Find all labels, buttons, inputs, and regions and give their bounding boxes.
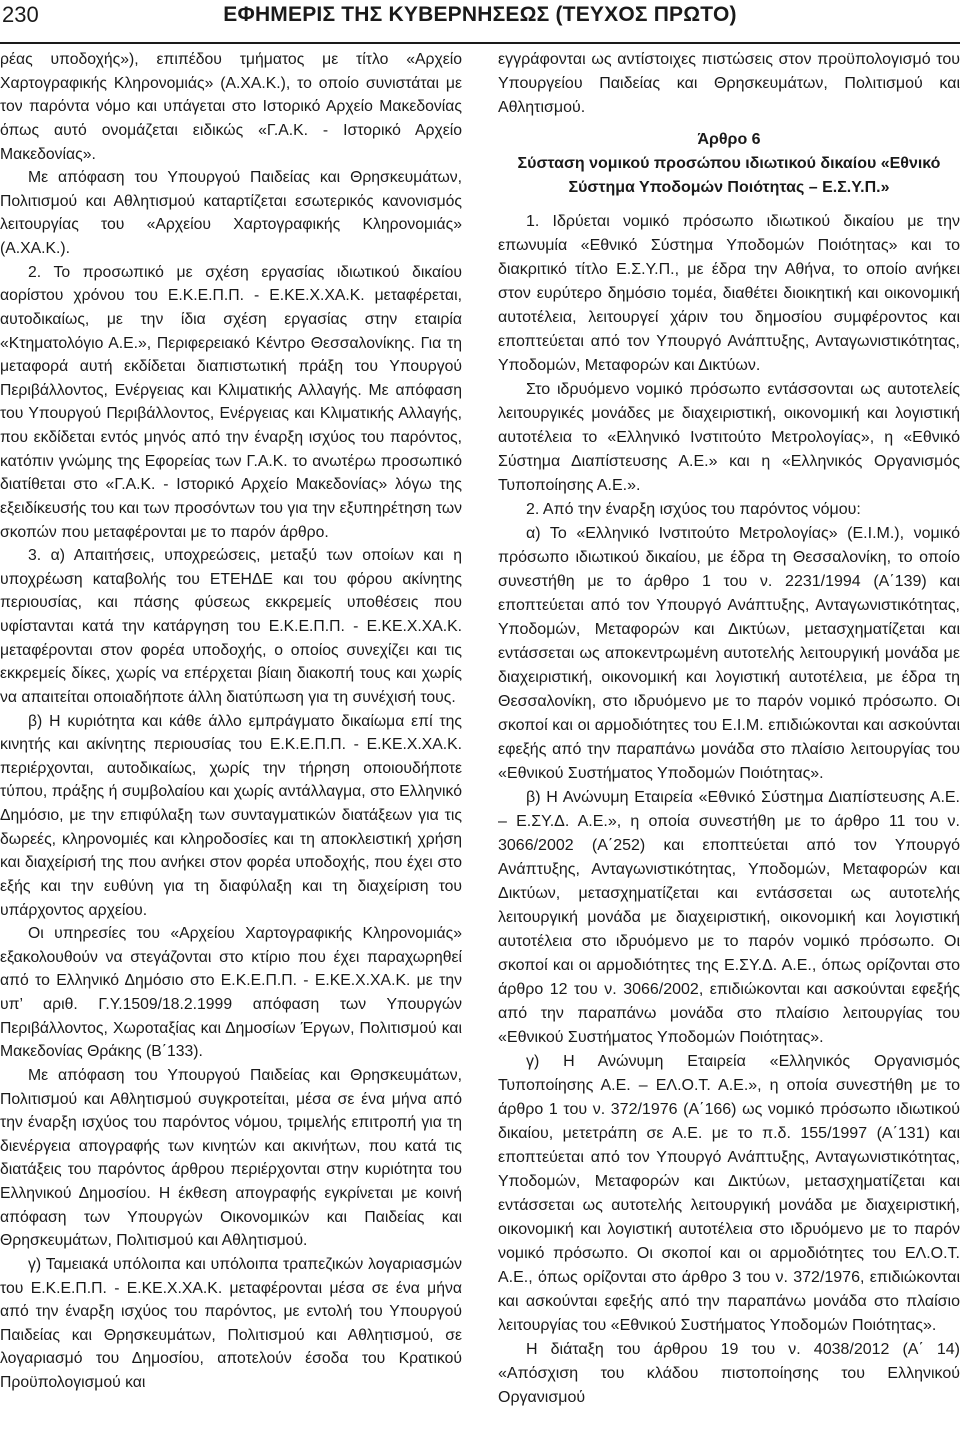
- paragraph: Στο ιδρυόμενο νομικό πρόσωπο εντάσσονται ως αυτοτελείς λειτουργικές μονάδες με διαχειριστική, οικονομική και λογιστική αυτοτέλεια το «Ελληνικό Ινστιτούτο Μετρολογίας», η «Εθνικό Σύστημα Διαπίστευσης Α.Ε.» και η «Ελληνικός Οργανισμός Τυποποίησης Α.Ε.».: [498, 381, 960, 494]
- paragraph: β) Η κυριότητα και κάθε άλλο εμπράγματο δικαίωμα επί της κινητής και ακίνητης περιουσίας του Ε.Κ.Ε.Π.Π. - Ε.ΚΕ.Χ.ΧΑ.Κ. περιέρχονται, αυτοδικαίως, χωρίς την τήρηση οποιουδήποτε τύπου, πράξης ή συμβολαίου και χωρίς αντάλλαγμα, στο Ελληνικό Δημόσιο, με την επιφύλαξη των συνταγματικών διατάξεων για τις δωρεές, κληρονομιές και κληροδοσίες και τη αποκλειστική χρήση και διαχείρισή της που ανήκει στον φορέα υποδοχής, που έχει στο εξής και την ευθύνη για τη διαφύλαξη και τη διαχείριση του υπάρχοντος αρχείου.: [0, 712, 462, 919]
- paragraph: γ) Ταμειακά υπόλοιπα και υπόλοιπα τραπεζικών λογαριασμών του Ε.Κ.Ε.Π.Π. - Ε.ΚΕ.Χ.ΧΑ.Κ. μεταφέρονται μέσα σε ένα μήνα από την έναρξη ισχύος του παρόντος, με εντολή του Υπουργού Παιδείας και Θρησκευμάτων, Πολιτισμού και Αθλητισμού, σε λογαριασμό του Δημοσίου, αποτελούν έσοδα του Κρατικού Προϋπολογισμού και: [0, 1255, 462, 1391]
- paragraph: εγγράφονται ως αντίστοιχες πιστώσεις στον προϋπολογισμό του Υπουργείου Παιδείας και Θρησκευμάτων, Πολιτισμού και Αθλητισμού.: [498, 51, 960, 116]
- paragraph: 1. Ιδρύεται νομικό πρόσωπο ιδιωτικού δικαίου με την επωνυμία «Εθνικό Σύστημα Υποδομών Ποιότητας» και το διακριτικό τίτλο Ε.Σ.Υ.Π., με έδρα την Αθήνα, το οποίο ανήκει στον ευρύτερο δημόσιο τομέα, διαθέτει διοικητική και οικονομική αυτοτέλεια, λειτουργεί χάριν του δημοσίου συμφέροντος και εποπτεύεται από τον Υπουργό Ανάπτυξης, Ανταγωνιστικότητας, Υποδομών, Μεταφορών και Δικτύων.: [498, 213, 960, 374]
- paragraph: Με απόφαση του Υπουργού Παιδείας και Θρησκευμάτων, Πολιτισμού και Αθλητισμού συγκροτείται, μέσα σε ένα μήνα από την έναρξη ισχύος του παρόντος νόμου, τριμελής επιτροπή για τη διενέργεια απογραφής των κινητών και ακινήτων, που κατά τις διατάξεις του παρόντος άρθρου περιέρχονται στην κυριότητα του Ελληνικού Δημοσίου. Η έκθεση απογραφής εγκρίνεται με κοινή απόφαση των Υπουργών Οικονομικών και Παιδείας και Θρησκευμάτων, Πολιτισμού και Αθλητισμού.: [0, 1066, 462, 1250]
- page-header: [0, 0, 960, 44]
- paragraph: γ) Η Ανώνυμη Εταιρεία «Ελληνικός Οργανισμός Τυποποίησης Α.Ε. – ΕΛ.Ο.Τ. Α.Ε.», η οποία συνεστήθη με το άρθρο 1 του ν. 372/1976 (Α΄166) ως νομικό πρόσωπο ιδιωτικού δικαίου, μετετράπη σε Α.Ε. με το π.δ. 155/1997 (Α΄131) και εποπτεύεται από τον Υπουργό Ανάπτυξης, Ανταγωνιστικότητας, Υποδομών, Μεταφορών και Δικτύων, μετασχηματίζεται και εντάσσεται ως αυτοτελής λειτουργική μονάδα με διαχειριστική, οικονομική και λογιστική αυτοτέλεια στο ιδρυόμενο με το παρόν νομικό πρόσωπο. Οι σκοποί και οι αρμοδιότητες του ΕΛ.Ο.Τ. Α.Ε., όπως ορίζονται στο άρθρο 3 του ν. 372/1976, επιδιώκονται και ασκούνται εφεξής από την παραπάνω μονάδα στο πλαίσιο λειτουργίας του «Εθνικού Συστήματος Υποδομών Ποιότητας».: [498, 1053, 960, 1334]
- paragraph: 2. Από την έναρξη ισχύος του παρόντος νόμου:: [526, 501, 861, 518]
- paragraph: Οι υπηρεσίες του «Αρχείου Χαρτογραφικής Κληρονομιάς» εξακολουθούν να στεγάζονται στο κτίριο που έχει παραχωρηθεί από το Ελληνικό Δημόσιο στο Ε.Κ.Ε.Π.Π. - Ε.ΚΕ.Χ.ΧΑ.Κ. με την υπ’ αριθ. Γ.Υ.1509/18.2.1999 απόφαση των Υπουργών Περιβάλλοντος, Χωροταξίας και Δημοσίων Έργων, Πολιτισμού και Μακεδονίας Θράκης (Β΄133).: [0, 925, 462, 1061]
- gazette-title: ΕΦΗΜΕΡΙΣ ΤΗΣ ΚΥΒΕΡΝΗΣΕΩΣ (ΤΕΥΧΟΣ ΠΡΩΤΟ): [223, 3, 737, 26]
- paragraph: Η διάταξη του άρθρου 19 του ν. 4038/2012 (Α΄ 14) «Απόσχιση του κλάδου πιστοποίησης του Ελληνικού Οργανισμού: [498, 1341, 960, 1406]
- article-heading: Άρθρο 6: [697, 131, 761, 148]
- right-column: [498, 48, 960, 1410]
- article-title: Σύσταση νομικού προσώπου ιδιωτικού δικαίου «Εθνικό Σύστημα Υποδομών Ποιότητας – Ε.Σ.Υ.Π.»: [517, 155, 941, 196]
- paragraph: Με απόφαση του Υπουργού Παιδείας και Θρησκευμάτων, Πολιτισμού και Αθλητισμού καταρτίζεται εσωτερικός κανονισμός λειτουργίας του «Αρχείου Χαρτογραφικής Κληρονομιάς» (Α.ΧΑ.Κ.).: [0, 169, 462, 257]
- left-column: [0, 48, 462, 1395]
- paragraph: 2. Το προσωπικό με σχέση εργασίας ιδιωτικού δικαίου αορίστου χρόνου του Ε.Κ.Ε.Π.Π. - Ε.ΚΕ.Χ.ΧΑ.Κ. μεταφέρεται, αυτοδικαίως, με την ίδια σχέση εργασίας στην εταιρία «Κτηματολόγιο Α.Ε.», Περιφερειακό Κέντρο Θεσσαλονίκης. Για τη μεταφορά αυτή εκδίδεται διαπιστωτική πράξη του Υπουργού Περιβάλλοντος, Ενέργειας και Κλιματικής Αλλαγής. Με απόφαση του Υπουργού Περιβάλλοντος, Ενέργειας και Κλιματικής Αλλαγής, που εκδίδεται εντός μηνός από την έναρξη ισχύος του παρόντος, κατόπιν γνώμης της Εφορείας των Γ.Α.Κ. το ανωτέρω προσωπικό διατίθεται στο «Γ.Α.Κ. - Ιστορικό Αρχείο Μακεδονίας» λόγω της εξειδίκευσής του και των προσόντων του για την εξυπηρέτηση των σκοπών που μεταφέρονται με το παρόν άρθρο.: [0, 263, 462, 541]
- paragraph: ρέας υποδοχής»), επιπέδου τμήματος με τίτλο «Αρχείο Χαρτογραφικής Κληρονομιάς» (Α.ΧΑ.Κ.), το οποίο συνιστάται με τον παρόντα νόμο και υπάγεται στο Ιστορικό Αρχείο Μακεδονίας όπως αυτό ονομάζεται ειδικώς «Γ.Α.Κ. - Ιστορικό Αρχείο Μακεδονίας».: [0, 51, 462, 163]
- paragraph: 3. α) Απαιτήσεις, υποχρεώσεις, μεταξύ των οποίων και η υποχρέωση καταβολής του ΕΤΕΗΔΕ και του φόρου ακίνητης περιουσίας, και πάσης φύσεως εκκρεμείς υποθέσεις που υφίστανται κατά την κατάργηση του Ε.Κ.Ε.Π.Π. - Ε.ΚΕ.Χ.ΧΑ.Κ. μεταφέρονται στον φορέα υποδοχής, ο οποίος συνεχίζει και τις εκκρεμείς δίκες, χωρίς να επέρχεται βίαιη διακοπή τους και χωρίς να απαιτείται οποιαδήποτε άλλη διατύπωση για τη συνέχισή τους.: [0, 547, 462, 706]
- paragraph: β) Η Ανώνυμη Εταιρεία «Εθνικό Σύστημα Διαπίστευσης Α.Ε. – Ε.ΣΥ.Δ. Α.Ε.», η οποία συνεστήθη με το άρθρο 11 του ν. 3066/2002 (Α΄252) και εποπτεύεται από τον Υπουργό Ανάπτυξης, Ανταγωνιστικότητας, Υποδομών, Μεταφορών και Δικτύων, μετασχηματίζεται και εντάσσεται ως αυτοτελής λειτουργική μονάδα με διαχειριστική, οικονομική και λογιστική αυτοτέλεια στο ιδρυόμενο με το παρόν νομικό πρόσωπο. Οι σκοποί και οι αρμοδιότητες της Ε.ΣΥ.Δ. Α.Ε., όπως ορίζονται στο άρθρο 12 του ν. 3066/2002, επιδιώκονται και ασκούνται εφεξής από την παραπάνω μονάδα στο πλαίσιο λειτουργίας του «Εθνικού Συστήματος Υποδομών Ποιότητας».: [498, 789, 960, 1046]
- page-number: 230: [2, 2, 39, 27]
- paragraph: α) Το «Ελληνικό Ινστιτούτο Μετρολογίας» (Ε.Ι.Μ.), νομικό πρόσωπο ιδιωτικού δικαίου, με έδρα τη Θεσσαλονίκη, το οποίο συνεστήθη με το άρθρο 1 του ν. 2231/1994 (Α΄139) και εποπτεύεται από τον Υπουργό Ανάπτυξης, Ανταγωνιστικότητας, Υποδομών, Μεταφορών και Δικτύων, μετασχηματίζεται και εντάσσεται ως αποκεντρωμένη αυτοτελής λειτουργική μονάδα με διαχειριστική, οικονομική και λογιστική αυτοτέλεια, με έδρα τη Θεσσαλονίκη, στο ιδρυόμενο με το παρόν νομικό πρόσωπο. Οι σκοποί και οι αρμοδιότητες του Ε.Ι.Μ. επιδιώκονται και ασκούνται εφεξής από την παραπάνω μονάδα στο πλαίσιο λειτουργίας του «Εθνικού Συστήματος Υποδομών Ποιότητας».: [498, 525, 960, 782]
